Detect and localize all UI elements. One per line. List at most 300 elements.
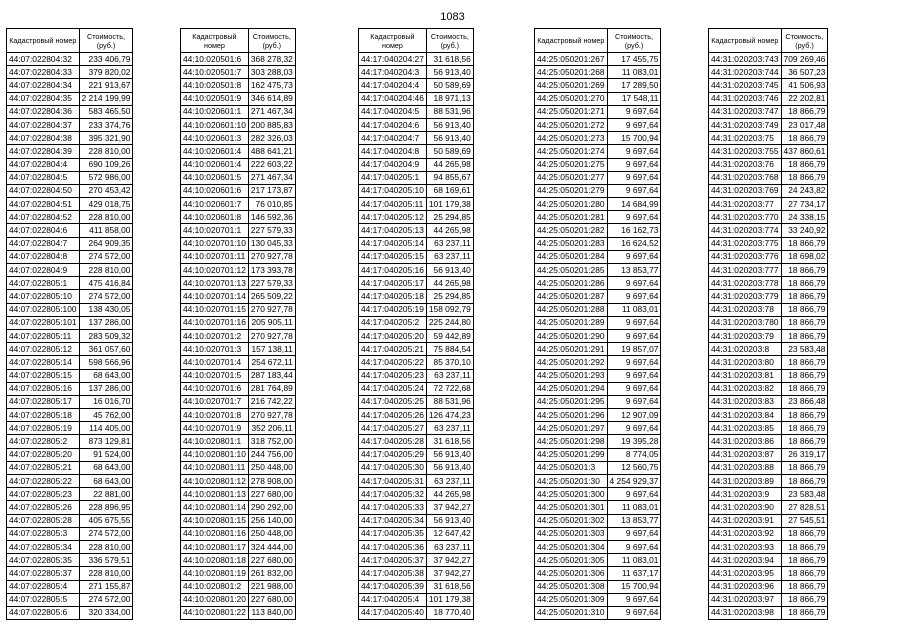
- cost-cell: 9 697,64: [607, 184, 661, 197]
- cadastral-number-cell: 44:07:022805:11: [7, 329, 80, 342]
- cadastral-number-cell: 44:31:020203:747: [709, 105, 782, 118]
- cost-cell: 9 697,64: [607, 211, 661, 224]
- cadastral-number-cell: 44:07:022804:38: [7, 132, 80, 145]
- cost-cell: 9 697,64: [607, 369, 661, 382]
- cadastral-number-cell: 44:17:040204:3: [359, 66, 427, 79]
- table-row: [359, 409, 474, 422]
- cost-cell: 18 866,79: [781, 461, 828, 474]
- cost-cell: 2 214 199,99: [79, 92, 133, 105]
- cadastral-number-cell: 44:31:020203:769: [709, 184, 782, 197]
- cadastral-number-cell: 44:25:050201:279: [535, 184, 608, 197]
- cost-cell: 228 810,00: [79, 567, 133, 580]
- table-row: [535, 356, 661, 369]
- table-row: [359, 343, 474, 356]
- table-row: [181, 79, 296, 92]
- cadastral-number-cell: 44:10:020801:10: [181, 448, 249, 461]
- table-row: [7, 237, 133, 250]
- cadastral-number-cell: 44:17:040205:21: [359, 343, 427, 356]
- cadastral-number-cell: 44:10:020701:11: [181, 250, 249, 263]
- cost-cell: 11 083,01: [607, 554, 661, 567]
- cost-cell: 216 742,22: [248, 395, 295, 408]
- cadastral-number-cell: 44:10:020701:2: [181, 329, 249, 342]
- cost-cell: 76 010,85: [248, 198, 295, 211]
- header-row: [7, 29, 133, 53]
- table-row: [7, 79, 133, 92]
- cadastral-number-cell: 44:25:050201:274: [535, 145, 608, 158]
- table-row: [709, 461, 828, 474]
- table-row: [181, 224, 296, 237]
- cadastral-number-cell: 44:25:050201:298: [535, 435, 608, 448]
- header-cost: Стоимость, (руб.): [607, 29, 661, 53]
- table-row: [181, 514, 296, 527]
- table-row: [7, 409, 133, 422]
- header-cadastral-number: Кадастровый номер: [535, 29, 608, 53]
- cost-cell: 25 294,85: [426, 290, 473, 303]
- cost-cell: 50 589,69: [426, 145, 473, 158]
- cost-cell: 12 647,42: [426, 527, 473, 540]
- cost-cell: 244 756,00: [248, 448, 295, 461]
- table-row: [359, 303, 474, 316]
- cadastral-number-cell: 44:07:022805:4: [7, 580, 80, 593]
- cadastral-number-cell: 44:25:050201:284: [535, 250, 608, 263]
- table-row: [359, 356, 474, 369]
- cost-cell: 101 179,38: [426, 593, 473, 606]
- table-row: [535, 303, 661, 316]
- cadastral-number-cell: 44:25:050201:292: [535, 356, 608, 369]
- cost-cell: 274 572,00: [79, 250, 133, 263]
- cost-cell: 324 444,00: [248, 540, 295, 553]
- table-row: [181, 554, 296, 567]
- cost-cell: 13 853,77: [607, 264, 661, 277]
- page-number: 1083: [440, 11, 465, 23]
- cadastral-number-cell: 44:17:040205:38: [359, 567, 427, 580]
- cadastral-number-cell: 44:17:040205:40: [359, 606, 427, 619]
- cadastre-table: [180, 28, 296, 620]
- cadastral-number-cell: 44:07:022805:100: [7, 303, 80, 316]
- cadastral-number-cell: 44:10:020701:4: [181, 356, 249, 369]
- cost-cell: 18 866,79: [781, 303, 828, 316]
- cadastral-number-cell: 44:10:020801:20: [181, 593, 249, 606]
- table-row: [181, 198, 296, 211]
- cadastral-number-cell: 44:10:020501:9: [181, 92, 249, 105]
- table-row: [535, 488, 661, 501]
- table-row: [535, 606, 661, 619]
- table-row: [7, 527, 133, 540]
- cost-cell: 63 237,11: [426, 475, 473, 488]
- table-row: [181, 316, 296, 329]
- cost-cell: 68 643,00: [79, 369, 133, 382]
- table-row: [7, 567, 133, 580]
- table-row: [7, 343, 133, 356]
- cadastral-number-cell: 44:07:022804:4: [7, 158, 80, 171]
- cost-cell: 56 913,40: [426, 118, 473, 131]
- cost-cell: 227 680,00: [248, 488, 295, 501]
- cadastral-number-cell: 44:10:020801:13: [181, 488, 249, 501]
- cadastral-number-cell: 44:17:040205:36: [359, 540, 427, 553]
- cost-cell: 264 909,35: [79, 237, 133, 250]
- cadastral-number-cell: 44:07:022805:15: [7, 369, 80, 382]
- cadastral-number-cell: 44:31:020203:86: [709, 435, 782, 448]
- table-row: [359, 53, 474, 66]
- cadastral-number-cell: 44:10:020801:12: [181, 475, 249, 488]
- cadastral-number-cell: 44:31:020203:775: [709, 237, 782, 250]
- table-row: [709, 540, 828, 553]
- table-row: [359, 382, 474, 395]
- cost-cell: 9 697,64: [607, 290, 661, 303]
- cost-cell: 75 884,54: [426, 343, 473, 356]
- table-row: [709, 435, 828, 448]
- cost-cell: 227 680,00: [248, 593, 295, 606]
- cost-cell: 13 853,77: [607, 514, 661, 527]
- table-row: [7, 356, 133, 369]
- cadastral-number-cell: 44:17:040205:35: [359, 527, 427, 540]
- cost-cell: 361 057,60: [79, 343, 133, 356]
- table-row: [359, 488, 474, 501]
- cadastral-number-cell: 44:31:020203:77: [709, 198, 782, 211]
- cadastral-number-cell: 44:25:050201:288: [535, 303, 608, 316]
- cost-cell: 31 618,56: [426, 580, 473, 593]
- cadastral-number-cell: 44:25:050201:300: [535, 488, 608, 501]
- cadastral-number-cell: 44:31:020203:81: [709, 369, 782, 382]
- cost-cell: 16 016,70: [79, 395, 133, 408]
- cadastral-number-cell: 44:10:020601:4: [181, 145, 249, 158]
- cadastral-number-cell: 44:31:020203:746: [709, 92, 782, 105]
- table-row: [359, 369, 474, 382]
- table-row: [7, 475, 133, 488]
- table-row: [709, 158, 828, 171]
- cost-cell: 9 697,64: [607, 329, 661, 342]
- cadastral-number-cell: 44:31:020203:91: [709, 514, 782, 527]
- cadastral-number-cell: 44:31:020203:90: [709, 501, 782, 514]
- table-row: [709, 448, 828, 461]
- table-row: [535, 250, 661, 263]
- table-row: [535, 316, 661, 329]
- cadastral-number-cell: 44:17:040204:7: [359, 132, 427, 145]
- table-row: [535, 329, 661, 342]
- cadastral-number-cell: 44:31:020203:743: [709, 53, 782, 66]
- cadastral-number-cell: 44:10:020601:1: [181, 105, 249, 118]
- table-row: [359, 316, 474, 329]
- cadastral-number-cell: 44:17:040205:37: [359, 554, 427, 567]
- cadastral-number-cell: 44:07:022804:34: [7, 79, 80, 92]
- table-row: [359, 158, 474, 171]
- table-row: [7, 53, 133, 66]
- cadastral-number-cell: 44:31:020203:745: [709, 79, 782, 92]
- cadastral-number-cell: 44:25:050201:285: [535, 264, 608, 277]
- table-row: [709, 395, 828, 408]
- cost-cell: 303 288,03: [248, 66, 295, 79]
- cadastral-number-cell: 44:07:022805:1: [7, 277, 80, 290]
- cadastral-number-cell: 44:10:020701:14: [181, 290, 249, 303]
- table-row: [7, 184, 133, 197]
- cadastral-number-cell: 44:10:020801:14: [181, 501, 249, 514]
- cadastral-number-cell: 44:10:020701:6: [181, 382, 249, 395]
- table-row: [181, 540, 296, 553]
- header-cost: Стоимость, (руб.): [79, 29, 133, 53]
- cost-cell: 271 467,34: [248, 171, 295, 184]
- cost-cell: 138 430,05: [79, 303, 133, 316]
- table-row: [181, 237, 296, 250]
- cost-cell: 336 579,51: [79, 554, 133, 567]
- table-row: [709, 92, 828, 105]
- cadastral-number-cell: 44:25:050201:277: [535, 171, 608, 184]
- cost-cell: 18 866,79: [781, 475, 828, 488]
- table-row: [359, 606, 474, 619]
- cadastral-number-cell: 44:17:040205:31: [359, 475, 427, 488]
- cadastral-number-cell: 44:07:022805:28: [7, 514, 80, 527]
- cadastral-number-cell: 44:17:040205:22: [359, 356, 427, 369]
- cost-cell: 11 083,01: [607, 303, 661, 316]
- table-row: [535, 118, 661, 131]
- cadastral-number-cell: 44:25:050201:30: [535, 475, 608, 488]
- cost-cell: 9 697,64: [607, 606, 661, 619]
- cost-cell: 63 237,11: [426, 237, 473, 250]
- cadastral-number-cell: 44:10:020701:12: [181, 264, 249, 277]
- table-row: [535, 79, 661, 92]
- cost-cell: 9 697,64: [607, 316, 661, 329]
- cost-cell: 221 913,67: [79, 79, 133, 92]
- cadastral-number-cell: 44:31:020203:777: [709, 264, 782, 277]
- header-row: [535, 29, 661, 53]
- table-row: [7, 211, 133, 224]
- cost-cell: 18 866,79: [781, 132, 828, 145]
- cost-cell: 270 927,78: [248, 409, 295, 422]
- cost-cell: 488 641,21: [248, 145, 295, 158]
- cadastral-number-cell: 44:07:022805:2: [7, 435, 80, 448]
- cost-cell: 274 572,00: [79, 290, 133, 303]
- cost-cell: 56 913,40: [426, 132, 473, 145]
- cadastre-table: [708, 28, 828, 620]
- cadastral-number-cell: 44:25:050201:293: [535, 369, 608, 382]
- header-row: [181, 29, 296, 53]
- table-row: [535, 540, 661, 553]
- cost-cell: 346 614,89: [248, 92, 295, 105]
- cost-cell: 56 913,40: [426, 448, 473, 461]
- cadastral-number-cell: 44:31:020203:88: [709, 461, 782, 474]
- cost-cell: 228 810,00: [79, 540, 133, 553]
- cost-cell: 318 752,00: [248, 435, 295, 448]
- cadastral-number-cell: 44:31:020203:778: [709, 277, 782, 290]
- table-row: [7, 290, 133, 303]
- cost-cell: 9 697,64: [607, 277, 661, 290]
- table-row: [359, 580, 474, 593]
- cost-cell: 11 637,17: [607, 567, 661, 580]
- cadastral-number-cell: 44:10:020601:10: [181, 118, 249, 131]
- cadastral-number-cell: 44:25:050201:295: [535, 395, 608, 408]
- cost-cell: 411 858,00: [79, 224, 133, 237]
- table-row: [709, 184, 828, 197]
- table-row: [709, 422, 828, 435]
- table-row: [709, 593, 828, 606]
- table-row: [535, 105, 661, 118]
- cost-cell: 9 697,64: [607, 540, 661, 553]
- cadastral-number-cell: 44:10:020701:9: [181, 422, 249, 435]
- cost-cell: 18 866,79: [781, 356, 828, 369]
- cadastral-number-cell: 44:25:050201:282: [535, 224, 608, 237]
- cadastral-number-cell: 44:25:050201:290: [535, 329, 608, 342]
- cadastral-number-cell: 44:17:040204:5: [359, 105, 427, 118]
- cadastral-number-cell: 44:25:050201:275: [535, 158, 608, 171]
- cost-cell: 27 545,51: [781, 514, 828, 527]
- table-row: [709, 303, 828, 316]
- cost-cell: 225 244,80: [426, 316, 473, 329]
- cadastral-number-cell: 44:25:050201:306: [535, 567, 608, 580]
- cadastral-number-cell: 44:07:022805:3: [7, 527, 80, 540]
- table-row: [535, 277, 661, 290]
- cadastral-number-cell: 44:25:050201:309: [535, 593, 608, 606]
- cost-cell: 158 092,79: [426, 303, 473, 316]
- cadastre-table: [534, 28, 661, 620]
- cadastral-number-cell: 44:17:040205:39: [359, 580, 427, 593]
- table-row: [7, 171, 133, 184]
- table-row: [359, 132, 474, 145]
- cadastral-number-cell: 44:31:020203:75: [709, 132, 782, 145]
- cadastral-number-cell: 44:25:050201:308: [535, 580, 608, 593]
- cost-cell: 114 405,00: [79, 422, 133, 435]
- table-row: [181, 475, 296, 488]
- cost-cell: 59 442,89: [426, 329, 473, 342]
- cost-cell: 8 774,05: [607, 448, 661, 461]
- table-row: [7, 198, 133, 211]
- table-row: [181, 53, 296, 66]
- cost-cell: 18 866,79: [781, 237, 828, 250]
- cost-cell: 254 672,11: [248, 356, 295, 369]
- cadastral-number-cell: 44:07:022805:21: [7, 461, 80, 474]
- cost-cell: 146 592,36: [248, 211, 295, 224]
- cadastral-number-cell: 44:31:020203:95: [709, 567, 782, 580]
- cadastral-number-cell: 44:10:020801:16: [181, 527, 249, 540]
- cost-cell: 18 866,79: [781, 329, 828, 342]
- table-row: [535, 580, 661, 593]
- table-row: [181, 290, 296, 303]
- cost-cell: 18 866,79: [781, 171, 828, 184]
- cadastral-number-cell: 44:25:050201:3: [535, 461, 608, 474]
- cadastral-number-cell: 44:07:022805:23: [7, 488, 80, 501]
- table-row: [535, 567, 661, 580]
- table-row: [181, 488, 296, 501]
- cadastral-number-cell: 44:17:040205:32: [359, 488, 427, 501]
- table-row: [7, 264, 133, 277]
- cadastral-number-cell: 44:10:020801:19: [181, 567, 249, 580]
- cadastral-number-cell: 44:25:050201:297: [535, 422, 608, 435]
- cadastral-number-cell: 44:25:050201:305: [535, 554, 608, 567]
- cadastral-number-cell: 44:25:050201:272: [535, 118, 608, 131]
- table-row: [181, 303, 296, 316]
- cadastral-number-cell: 44:07:022805:12: [7, 343, 80, 356]
- header-cost: Стоимость, (руб.): [781, 29, 828, 53]
- cost-cell: 137 286,00: [79, 382, 133, 395]
- header-cadastral-number: Кадастровый номер: [181, 29, 249, 53]
- table-row: [535, 171, 661, 184]
- table-row: [181, 593, 296, 606]
- table-row: [535, 435, 661, 448]
- table-row: [359, 514, 474, 527]
- cost-cell: 31 618,56: [426, 435, 473, 448]
- table-row: [709, 171, 828, 184]
- cost-cell: 126 474,23: [426, 409, 473, 422]
- cadastral-number-cell: 44:25:050201:286: [535, 277, 608, 290]
- cost-cell: 27 734,17: [781, 198, 828, 211]
- table-row: [709, 554, 828, 567]
- cadastral-number-cell: 44:31:020203:9: [709, 488, 782, 501]
- table-row: [359, 224, 474, 237]
- table-row: [709, 567, 828, 580]
- cadastral-number-cell: 44:31:020203:768: [709, 171, 782, 184]
- cadastral-number-cell: 44:07:022804:51: [7, 198, 80, 211]
- header-row: [359, 29, 474, 53]
- cadastral-number-cell: 44:17:040205:17: [359, 277, 427, 290]
- cadastral-number-cell: 44:10:020701:3: [181, 343, 249, 356]
- cadastral-number-cell: 44:25:050201:269: [535, 79, 608, 92]
- cost-cell: 9 697,64: [607, 158, 661, 171]
- cost-cell: 15 700,94: [607, 580, 661, 593]
- cost-cell: 250 448,00: [248, 527, 295, 540]
- table-row: [359, 290, 474, 303]
- cost-cell: 395 321,90: [79, 132, 133, 145]
- cost-cell: 9 697,64: [607, 382, 661, 395]
- cost-cell: 9 697,64: [607, 488, 661, 501]
- cost-cell: 94 855,67: [426, 171, 473, 184]
- cadastral-number-cell: 44:25:050201:289: [535, 316, 608, 329]
- cost-cell: 9 697,64: [607, 105, 661, 118]
- cost-cell: 37 942,27: [426, 501, 473, 514]
- cadastral-number-cell: 44:31:020203:84: [709, 409, 782, 422]
- table-row: [535, 593, 661, 606]
- cadastral-number-cell: 44:10:020501:8: [181, 79, 249, 92]
- cost-cell: 18 866,79: [781, 158, 828, 171]
- table-row: [709, 79, 828, 92]
- cadastral-number-cell: 44:07:022805:20: [7, 448, 80, 461]
- table-row: [535, 132, 661, 145]
- cadastral-number-cell: 44:07:022805:18: [7, 409, 80, 422]
- table-row: [7, 580, 133, 593]
- table-row: [7, 435, 133, 448]
- table-row: [7, 105, 133, 118]
- cost-cell: 12 560,75: [607, 461, 661, 474]
- table-row: [535, 343, 661, 356]
- table-row: [535, 53, 661, 66]
- table-row: [7, 540, 133, 553]
- table-row: [181, 211, 296, 224]
- cost-cell: 130 045,33: [248, 237, 295, 250]
- cadastral-number-cell: 44:25:050201:303: [535, 527, 608, 540]
- cost-cell: 33 240,92: [781, 224, 828, 237]
- table-row: [7, 593, 133, 606]
- cadastral-number-cell: 44:07:022805:26: [7, 501, 80, 514]
- table-row: [709, 369, 828, 382]
- cadastral-number-cell: 44:10:020801:18: [181, 554, 249, 567]
- cost-cell: 583 465,50: [79, 105, 133, 118]
- table-row: [7, 277, 133, 290]
- cost-cell: 26 319,17: [781, 448, 828, 461]
- cadastral-number-cell: 44:10:020601:5: [181, 171, 249, 184]
- table-row: [535, 527, 661, 540]
- table-row: [535, 184, 661, 197]
- cadastral-number-cell: 44:17:040205:4: [359, 593, 427, 606]
- table-row: [181, 158, 296, 171]
- cadastral-number-cell: 44:17:040204:46: [359, 92, 427, 105]
- cost-cell: 265 509,22: [248, 290, 295, 303]
- cadastral-number-cell: 44:31:020203:76: [709, 158, 782, 171]
- cadastral-number-cell: 44:07:022804:37: [7, 118, 80, 131]
- table-row: [359, 540, 474, 553]
- cadastral-number-cell: 44:07:022805:101: [7, 316, 80, 329]
- cost-cell: 56 913,40: [426, 461, 473, 474]
- cadastral-number-cell: 44:17:040204:8: [359, 145, 427, 158]
- cost-cell: 873 129,81: [79, 435, 133, 448]
- table-row: [181, 435, 296, 448]
- cost-cell: 68 643,00: [79, 475, 133, 488]
